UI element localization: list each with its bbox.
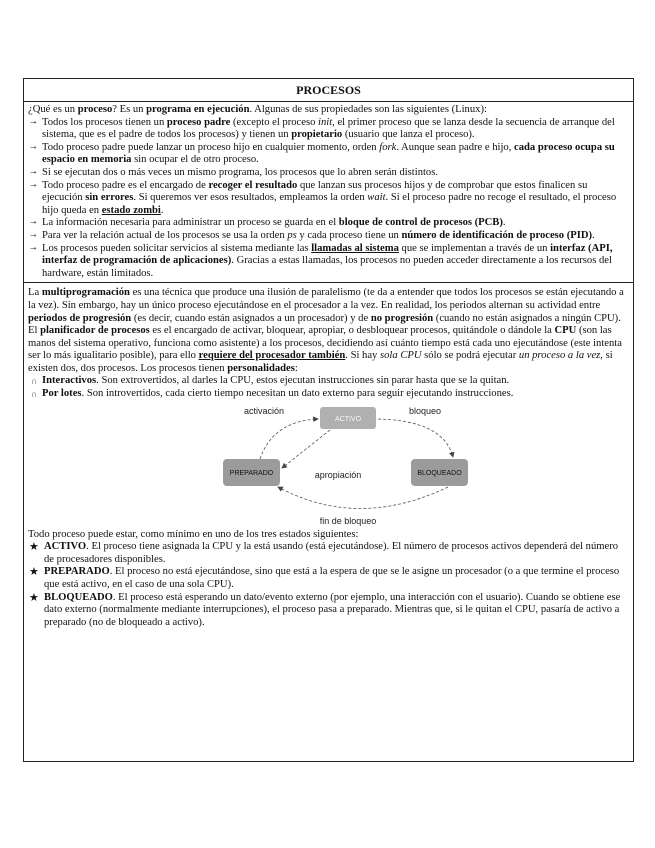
state-bloqueado-label: BLOQUEADO bbox=[417, 469, 462, 477]
list-item: ★ PREPARADO. El proceso no está ejecutándose, sino que está a la espera de que se le asigne un procesador (o a que termine el proceso que está activo, en el caso de una sola CPU). bbox=[44, 566, 629, 591]
unblock-label: fin de bloqueo bbox=[319, 515, 377, 526]
list-item: ↠ Todos los procesos tienen un proceso padre (excepto el proceso init, el primer proceso que se lanza desde la secuencia de arranque del sistema, que es el padre de todos los procesos) y tienen un propietario (usuario que lanza el proceso). bbox=[42, 117, 629, 142]
list-item: ★ ACTIVO. El proceso tiene asignada la CPU y la está usando (está ejecutándose). El número de procesos activos dependerá del número de procesadores disponibles. bbox=[44, 541, 629, 566]
activation-arrow bbox=[260, 419, 318, 459]
list-item: ↠ Para ver la relación actual de los procesos se usa la orden ps y cada proceso tiene un número de identificación de proceso (PID). bbox=[42, 230, 629, 243]
state-activo-label: ACTIVO bbox=[334, 415, 362, 423]
block-label: bloqueo bbox=[408, 405, 442, 416]
page-title: PROCESOS bbox=[24, 79, 633, 102]
list-item: ∩ Interactivos. Son extrovertidos, al darles la CPU, estos ejecutan instrucciones sin parar hasta que se la quitan. bbox=[42, 375, 629, 388]
activation-label: activación bbox=[243, 405, 285, 416]
unblock-arrow bbox=[278, 487, 448, 509]
processes-section bbox=[24, 102, 633, 283]
list-item: ↠ Si se ejecutan dos o más veces un mismo programa, los procesos que lo abren serán distintos. bbox=[42, 167, 629, 180]
list-item: ∩ Por lotes. Son introvertidos, cada cierto tiempo necesitan un dato externo para seguir ejecutando instrucciones. bbox=[42, 388, 629, 401]
preemption-arrow bbox=[282, 430, 330, 468]
state-diagram bbox=[28, 405, 629, 527]
list-item: ↠ Todo proceso padre es el encargado de recoger el resultado que lanzan sus procesos hijos y de comprobar que estos finalicen su ejecución sin errores. Si queremos ver esos resultados, empleamos la orden wait. Si el proceso padre no recoge el resultado, el proceso hijo queda en estado zombi. bbox=[42, 180, 629, 218]
states-intro: Todo proceso puede estar, como mínimo en uno de los tres estados siguientes: bbox=[28, 528, 359, 540]
list-item: ↠ Los procesos pueden solicitar servicios al sistema mediante las llamadas al sistema que se implementan a través de un interfaz (API, interfaz de programación de aplicaciones). Gracias a estas llamadas, los procesos no pueden acceder directamente a los recursos del hardware, están limitados. bbox=[42, 243, 629, 281]
block-arrow bbox=[373, 419, 453, 457]
list-item: ↠ Todo proceso padre puede lanzar un proceso hijo en cualquier momento, orden fork. Aunque sean padre e hijo, cada proceso ocupa su espacio en memoria sin ocupar el de otro proceso. bbox=[42, 142, 629, 167]
list-item: ★ BLOQUEADO. El proceso está esperando un dato/evento externo (por ejemplo, una interacción con el usuario). Cuando se obtiene ese dato externo (normalmente mediante interrupciones), el proceso pasa a preparado. Mientras que, si le quitan el CPU, pasaría de activo a preparado (no de bloqueado a activo). bbox=[44, 592, 629, 630]
multiprogramming-paragraph: La multiprogramación es una técnica que produce una ilusión de paralelismo (te da a entender que todos los procesos se están ejecutando a la vez). Sin embargo, hay un único proceso ejecutándose en el procesador a la vez. En realidad, los periodos alternan su actividad entre periodos de progresión (es decir, cuando están asignados a un procesador) y de no progresión (cuando no están asignados a ningún CPU). El planificador de procesos es el encargado de activar, bloquear, apropiar, o desbloquear procesos, quitándole o dándole la CPU (son las manos del sistema operativo, funciona como asistente) a los procesos, decidiendo así cuánto tiempo está cada uno ejecutándose (este intenta ser lo más igualitario posible), para ello requiere del procesador también. Si hay sola CPU sólo se podrá ejecutar un proceso a la vez, si existen dos, dos procesos. Los procesos tienen personalidades: bbox=[28, 287, 624, 374]
properties-list bbox=[28, 117, 629, 281]
list-item: ↠ La información necesaria para administrar un proceso se guarda en el bloque de control de procesos (PCB). bbox=[42, 217, 629, 230]
states-list bbox=[28, 541, 629, 629]
personalities-list bbox=[28, 375, 629, 400]
document-box bbox=[23, 78, 634, 762]
state-preparado-label: PREPARADO bbox=[229, 469, 274, 477]
multiprogramming-section bbox=[24, 283, 633, 629]
intro-paragraph: ¿Qué es un proceso? Es un programa en ejecución. Algunas de sus propiedades son las siguientes (Linux): bbox=[28, 104, 487, 115]
preemption-label: apropiación bbox=[314, 469, 362, 480]
